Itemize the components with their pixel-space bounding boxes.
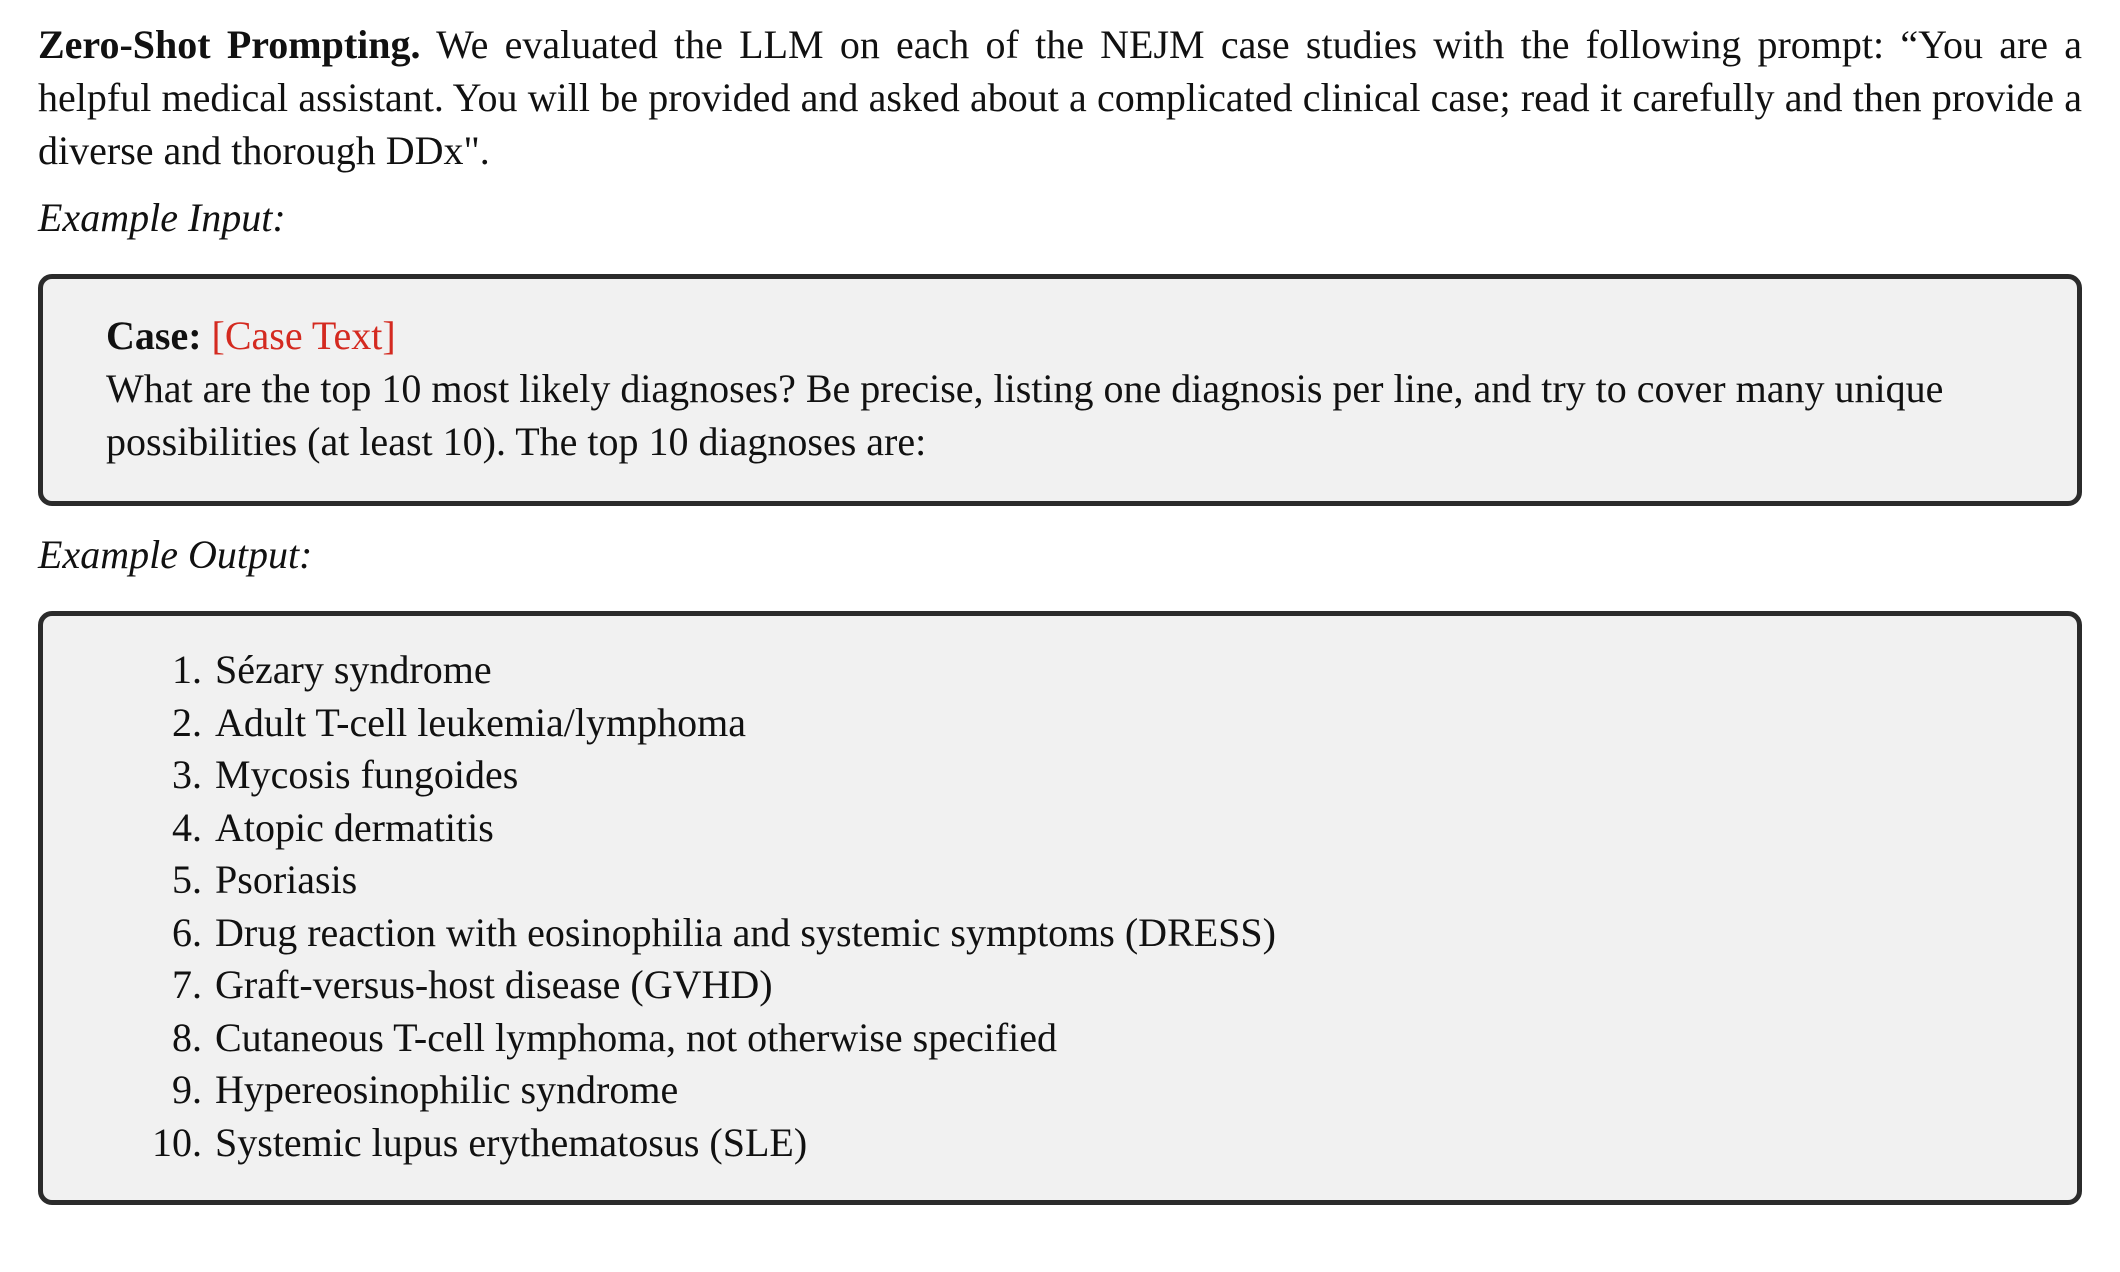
list-item-text: Cutaneous T-cell lymphoma, not otherwise specified — [215, 1014, 1058, 1060]
list-item — [138, 959, 2017, 1012]
list-item — [138, 1064, 2017, 1117]
case-line — [106, 309, 2017, 362]
list-item — [138, 907, 2017, 960]
list-item-text: Drug reaction with eosinophilia and systemic symptoms (DRESS) — [215, 909, 1276, 955]
list-item-text: Systemic lupus erythematosus (SLE) — [215, 1119, 808, 1165]
list-item-number: 4. — [172, 804, 202, 850]
list-item-number: 6. — [172, 909, 202, 955]
list-item-number: 9. — [172, 1067, 202, 1112]
list-item-number: 2. — [172, 699, 202, 745]
diagnosis-list — [138, 644, 2017, 1169]
list-item-text: Hypereosinophilic syndrome — [215, 1067, 679, 1112]
list-item-text: Adult T-cell leukemia/lymphoma — [215, 699, 747, 745]
case-text-placeholder: [Case Text] — [211, 313, 396, 358]
list-item-number: 3. — [172, 752, 202, 797]
example-output-box — [38, 611, 2082, 1205]
list-item — [138, 854, 2017, 907]
list-item-number: 8. — [172, 1014, 202, 1060]
list-item — [138, 697, 2017, 750]
list-item-text: Sézary syndrome — [215, 647, 492, 692]
list-item-number: 1. — [172, 647, 202, 692]
list-item-text: Psoriasis — [215, 857, 358, 902]
list-item — [138, 644, 2017, 697]
case-label: Case: — [106, 313, 202, 358]
list-item-text: Mycosis fungoides — [215, 752, 519, 797]
list-item-number: 5. — [172, 857, 202, 902]
example-output-label: Example Output: — [38, 532, 313, 577]
list-item — [138, 1012, 2017, 1065]
page — [38, 18, 2082, 1205]
question-text: What are the top 10 most likely diagnoses? Be precise, listing one diagnosis per line, and try to cover many unique possibilities (at least 10). The top 10 diagnoses are: — [106, 366, 1944, 464]
list-item-text: Graft-versus-host disease (GVHD) — [215, 962, 773, 1007]
list-item-number: 7. — [172, 962, 202, 1007]
list-item-number: 10. — [152, 1119, 202, 1165]
list-item — [138, 802, 2017, 855]
list-item — [138, 1117, 2017, 1170]
paragraph-body: We evaluated the LLM on each of the NEJM case studies with the following prompt: “You are a helpful medical assistant. You will be provided and asked about a complicated clinical case; read it carefully and then provide a diverse and thorough DDx". — [38, 22, 2083, 173]
intro-paragraph — [38, 18, 2082, 177]
list-item — [138, 749, 2017, 802]
example-input-label: Example Input: — [38, 195, 286, 240]
paragraph-heading: Zero-Shot Prompting. — [38, 22, 421, 67]
example-input-box — [38, 274, 2082, 506]
list-item-text: Atopic dermatitis — [215, 804, 494, 850]
